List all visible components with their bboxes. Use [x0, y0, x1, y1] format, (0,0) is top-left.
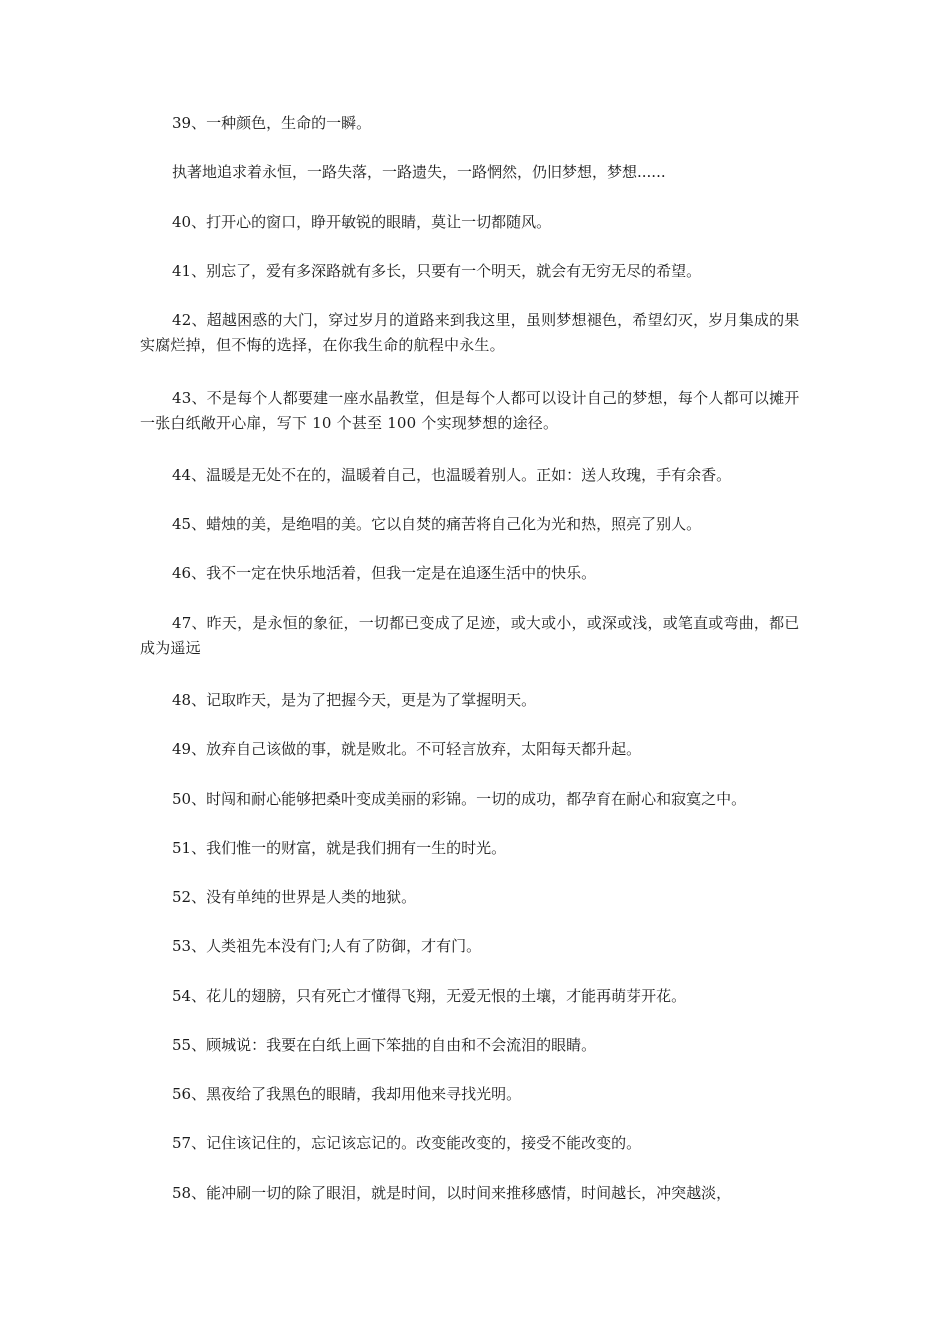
- paragraph-51: 51、我们惟一的财富，就是我们拥有一生的时光。: [172, 839, 507, 857]
- paragraph-45: 45、蜡烛的美，是绝唱的美。它以自焚的痛苦将自己化为光和热，照亮了别人。: [172, 515, 702, 533]
- paragraph-48: 48、记取昨天，是为了把握今天，更是为了掌握明天。: [172, 691, 537, 709]
- paragraph-55: 55、顾城说：我要在白纸上画下笨拙的自由和不会流泪的眼睛。: [172, 1036, 597, 1054]
- paragraph-40: 40、打开心的窗口，睁开敏锐的眼睛，莫让一切都随风。: [172, 213, 552, 231]
- paragraph-54: 54、花儿的翅膀，只有死亡才懂得飞翔，无爱无恨的土壤，才能再萌芽开花。: [172, 987, 687, 1005]
- paragraph-39: 39、一种颜色，生命的一瞬。: [172, 114, 372, 132]
- paragraph-41: 41、别忘了，爱有多深路就有多长，只要有一个明天，就会有无穷无尽的希望。: [172, 262, 702, 280]
- paragraph-42: 42、超越困惑的大门，穿过岁月的道路来到我这里，虽则梦想褪色，希望幻灭，岁月集成的果实腐烂掉，但不悔的选择，在你我生命的航程中永生。: [140, 311, 800, 354]
- paragraph-39-continued: 执著地追求着永恒，一路失落，一路遗失，一路惘然，仍旧梦想，梦想......: [172, 163, 666, 181]
- paragraph-52: 52、没有单纯的世界是人类的地狱。: [172, 888, 417, 906]
- paragraph-47: 47、昨天，是永恒的象征，一切都已变成了足迹，或大或小，或深或浅，或笔直或弯曲，都已成为遥远: [140, 614, 800, 657]
- paragraph-56: 56、黑夜给了我黑色的眼睛，我却用他来寻找光明。: [172, 1085, 522, 1103]
- paragraph-57: 57、记住该记住的，忘记该忘记的。改变能改变的，接受不能改变的。: [172, 1134, 642, 1152]
- paragraph-43: 43、不是每个人都要建一座水晶教堂，但是每个人都可以设计自己的梦想，每个人都可以摊开一张白纸敞开心扉，写下 10 个甚至 100 个实现梦想的途径。: [140, 389, 800, 432]
- paragraph-44: 44、温暖是无处不在的，温暖着自己，也温暖着别人。正如：送人玫瑰，手有余香。: [172, 466, 732, 484]
- paragraph-49: 49、放弃自己该做的事，就是败北。不可轻言放弃，太阳每天都升起。: [172, 740, 642, 758]
- paragraph-46: 46、我不一定在快乐地活着，但我一定是在追逐生活中的快乐。: [172, 564, 597, 582]
- paragraph-53: 53、人类祖先本没有门;人有了防御，才有门。: [172, 937, 482, 955]
- paragraph-58: 58、能冲刷一切的除了眼泪，就是时间，以时间来推移感情，时间越长，冲突越淡，: [172, 1184, 732, 1202]
- paragraph-50: 50、时闯和耐心能够把桑叶变成美丽的彩锦。一切的成功，都孕育在耐心和寂寞之中。: [172, 790, 747, 808]
